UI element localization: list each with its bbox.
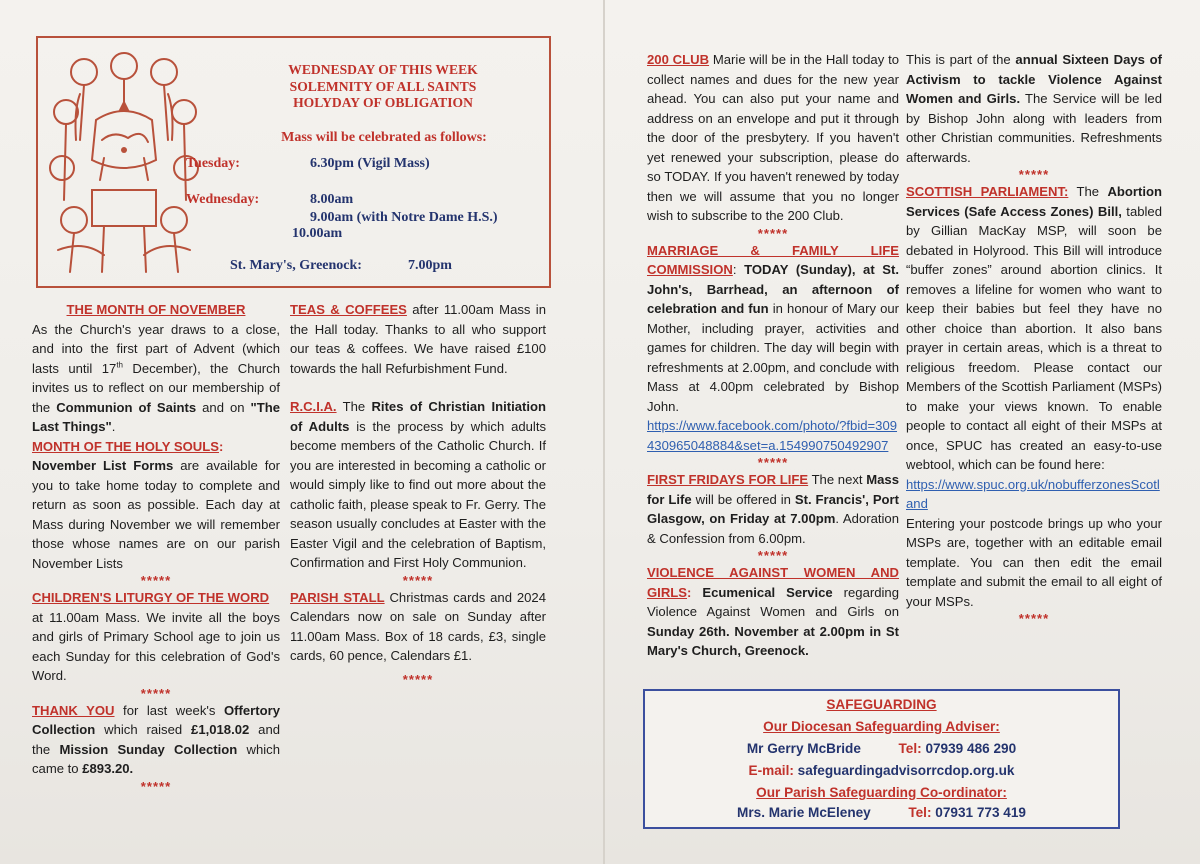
wednesday-time-3: 10.00am <box>292 226 343 241</box>
holy-souls-title: MONTH OF THE HOLY SOULS <box>32 438 219 454</box>
greenock-label: St. Mary's, Greenock: <box>230 258 362 273</box>
divider-stars: ***** <box>140 573 172 588</box>
stall-paragraph: PARISH STALL Christmas cards and 2024 Calendars now on sale on Sunday after 11.00am Mass. Box of 18 cards, £3, single cards, 60 pence, Calendars £1. <box>290 589 546 663</box>
coordinator-contact: Mrs. Marie McEleney Tel: 07931 773 419 <box>737 805 1026 820</box>
wednesday-time-1: 8.00am <box>310 192 354 207</box>
holy-souls-paragraph: November List Forms are available for you to take home today to complete and return as soon as possible. Each day at Mass during November we will remember those whose names are on our parish November Lists <box>32 458 280 571</box>
column-3 <box>647 50 899 661</box>
teas-title: TEAS & COFFEES <box>290 302 407 317</box>
november-paragraph: As the Church's year draws to a close, and into the first part of Advent (which lasts until 17th December), the Church invites us to reflect on our membership of the Communion of Saints and on "The Last Things". <box>32 321 281 434</box>
fridays-paragraph: FIRST FRIDAYS FOR LIFE The next Mass for Life will be offered in St. Francis', Port Glasgow, on Friday at 7.00pm. Adoration & Confession from 6.00pm. <box>647 472 900 546</box>
saints-heading-line2: SOLEMNITY OF ALL SAINTS <box>289 78 477 94</box>
postcode-paragraph: Entering your postcode brings up who your MSPs are, together with an editable email template. You can then edit the email template and submit the email to all eight of your MSPs. <box>906 515 1162 609</box>
divider-stars: ***** <box>757 225 789 241</box>
divider-stars: ***** <box>402 572 434 588</box>
saints-heading <box>238 62 528 112</box>
email-line: E-mail: safeguardingadvisorrcdop.org.uk <box>748 763 1015 778</box>
adviser-name: Mr Gerry McBride <box>746 741 861 756</box>
thanks-paragraph: THANK YOU for last week's Offertory Collection which raised £1,018.02 and the Mission Sunday Collection which came to £893.20. <box>32 702 281 776</box>
saints-heading-line3: HOLYDAY OF OBLIGATION <box>293 95 473 110</box>
safeguarding-title: SAFEGUARDING <box>826 697 937 712</box>
marriage-paragraph: MARRIAGE & FAMILY LIFE COMMISSION: TODAY (Sunday), at St. John's, Barrhead, an afternoon of celebration and fun in honour of Mary our Mother, including prayer, activities and games for children. The day will begin with refreshments at 2.00pm, and conclude with Mass at 4.00pm celebrated by Bishop John. <box>647 242 900 414</box>
column-1: THE MONTH OF NOVEMBER As the Church's year draws to a close, and into the first part of Advent (which lasts until 17th December), the Church invites us to reflect on our membership of the Communion of Saints and on "The Last Things". MONTH OF THE HOLY SOULS: November List Forms are available for you to take home today to complete and return as soon as possible. Each day at Mass during November we will remember those whose names are on our parish November Lists ***** CHILDREN'S LITURGY OF THE WORD at 11.00am Mass. We invite all the boys and girls of Primary School age to join us each Sunday for this celebration of God's Word. ***** THANK YOU for last week's Offertory Collection which raised £1,018.02 and the Mission Sunday Collection which came to £893.20. ***** <box>32 302 281 794</box>
rcia-paragraph: R.C.I.A. The Rites of Christian Initiation of Adults is the process by which adults become members of the Catholic Church. If you are interested in becoming a catholic or would simply like to find out more about the catholic faith, please speak to Fr. Gerry. The season usually concludes at Easter with the Easter Vigil and the celebration of Baptism, Confirmation and First Holy Communion. <box>290 399 547 570</box>
column-4 <box>906 50 1162 626</box>
marriage-title: MARRIAGE & FAMILY LIFE COMMISSION <box>647 242 899 277</box>
adviser-contact: Mr Gerry McBride Tel: 07939 486 290 <box>746 741 1017 756</box>
greenock-time: 7.00pm <box>408 258 452 273</box>
coordinator-phone[interactable]: 07931 773 419 <box>935 805 1026 820</box>
scottish-parliament-title: SCOTTISH PARLIAMENT: <box>906 184 1069 199</box>
facebook-link[interactable]: https://www.facebook.com/photo/?fbid=309430965048884&set=a.154990750492907 <box>647 418 898 453</box>
club-title: 200 CLUB <box>647 52 710 67</box>
coordinator-name: Mrs. Marie McEleney <box>737 805 871 820</box>
violence-paragraph: VIOLENCE AGAINST WOMEN AND GIRLS: Ecumenical Service regarding Violence Against Women and Girls on Sunday 26th. November at 2.00pm in St Mary's Church, Greenock. <box>647 565 899 658</box>
sixteen-days-paragraph: This is part of the annual Sixteen Days of Activism to tackle Violence Against Women and Girls. The Service will be led by Bishop John along with leaders from other Christian communities. Refreshments afterwards. <box>906 52 1162 165</box>
adviser-phone[interactable]: 07939 486 290 <box>925 741 1017 756</box>
divider-stars: ***** <box>757 455 789 470</box>
divider-stars: ***** <box>140 685 172 701</box>
saints-woodcut-image <box>44 50 204 276</box>
email-address[interactable]: safeguardingadvisorrcdop.org.uk <box>797 763 1015 778</box>
page-fold <box>603 0 605 864</box>
teas-paragraph: TEAS & COFFEES after 11.00am Mass in the Hall today. Thanks to all who support our teas & coffees. We have raised £100 towards the hall Refurbishment Fund. <box>290 302 546 376</box>
thanks-title: THANK YOU <box>32 702 115 718</box>
wednesday-time-2: 9.00am (with Notre Dame H.S.) <box>310 210 498 225</box>
divider-stars: ***** <box>402 671 434 687</box>
all-saints-box <box>36 36 551 288</box>
divider-stars: ***** <box>140 778 172 794</box>
spuc-link[interactable]: https://www.spuc.org.uk/nobufferzonesScotland <box>906 476 1160 511</box>
divider-stars: ***** <box>1018 611 1050 626</box>
divider-stars: ***** <box>1018 167 1050 182</box>
rcia-title: R.C.I.A. <box>290 399 337 414</box>
fridays-title: FIRST FRIDAYS FOR LIFE <box>647 472 809 487</box>
violence-title: VIOLENCE AGAINST WOMEN AND GIRLS <box>647 565 899 600</box>
divider-stars: ***** <box>757 548 789 563</box>
liturgy-paragraph: at 11.00am Mass. We invite all the boys and girls of Primary School age to join us each Sunday for this celebration of God's Word. <box>32 609 280 683</box>
safeguarding-box <box>643 689 1120 829</box>
column-2 <box>290 300 546 687</box>
liturgy-title: CHILDREN'S LITURGY OF THE WORD <box>32 590 270 605</box>
scottish-parliament-paragraph: SCOTTISH PARLIAMENT: The Abortion Services (Safe Access Zones) Bill, tabled by Gillian MacKay MSP, will soon be debated in Holyrood. This Bill will introduce “buffer zones” around abortion clinics. It removes a lifeline for women who want to keep their babies but feel they have no other choice than abortion. It also bans prayer in certain areas, which is a threat to religious freedom. Please contact our Members of the Scottish Parliament (MSPs) to make your views known. To enable people to contact all eight of their MSPs at once, SPUC has created an easy-to-use webtool, which can be found here: <box>906 184 1162 472</box>
wednesday-label: Wednesday: <box>186 192 260 207</box>
tuesday-time: 6.30pm (Vigil Mass) <box>310 156 430 171</box>
mass-intro: Mass will be celebrated as follows: <box>281 130 487 145</box>
stall-title: PARISH STALL <box>290 589 385 605</box>
saints-heading-line1: WEDNESDAY OF THIS WEEK <box>288 62 478 77</box>
coordinator-title: Our Parish Safeguarding Co-ordinator: <box>756 785 1007 800</box>
november-title: THE MONTH OF NOVEMBER <box>66 302 246 317</box>
adviser-title: Our Diocesan Safeguarding Adviser: <box>763 719 1000 734</box>
club-paragraph: 200 CLUB Marie will be in the Hall today to collect names and dues for the new year ahead. You can also put your name and address on an envelope and put it through the door of the presbytery. If you haven't yet renewed your subscription, please do so TODAY. If you haven't renewed by today then we will assume that you no longer wish to subscribe to the 200 Club. <box>647 52 899 223</box>
tuesday-label: Tuesday: <box>186 156 240 171</box>
